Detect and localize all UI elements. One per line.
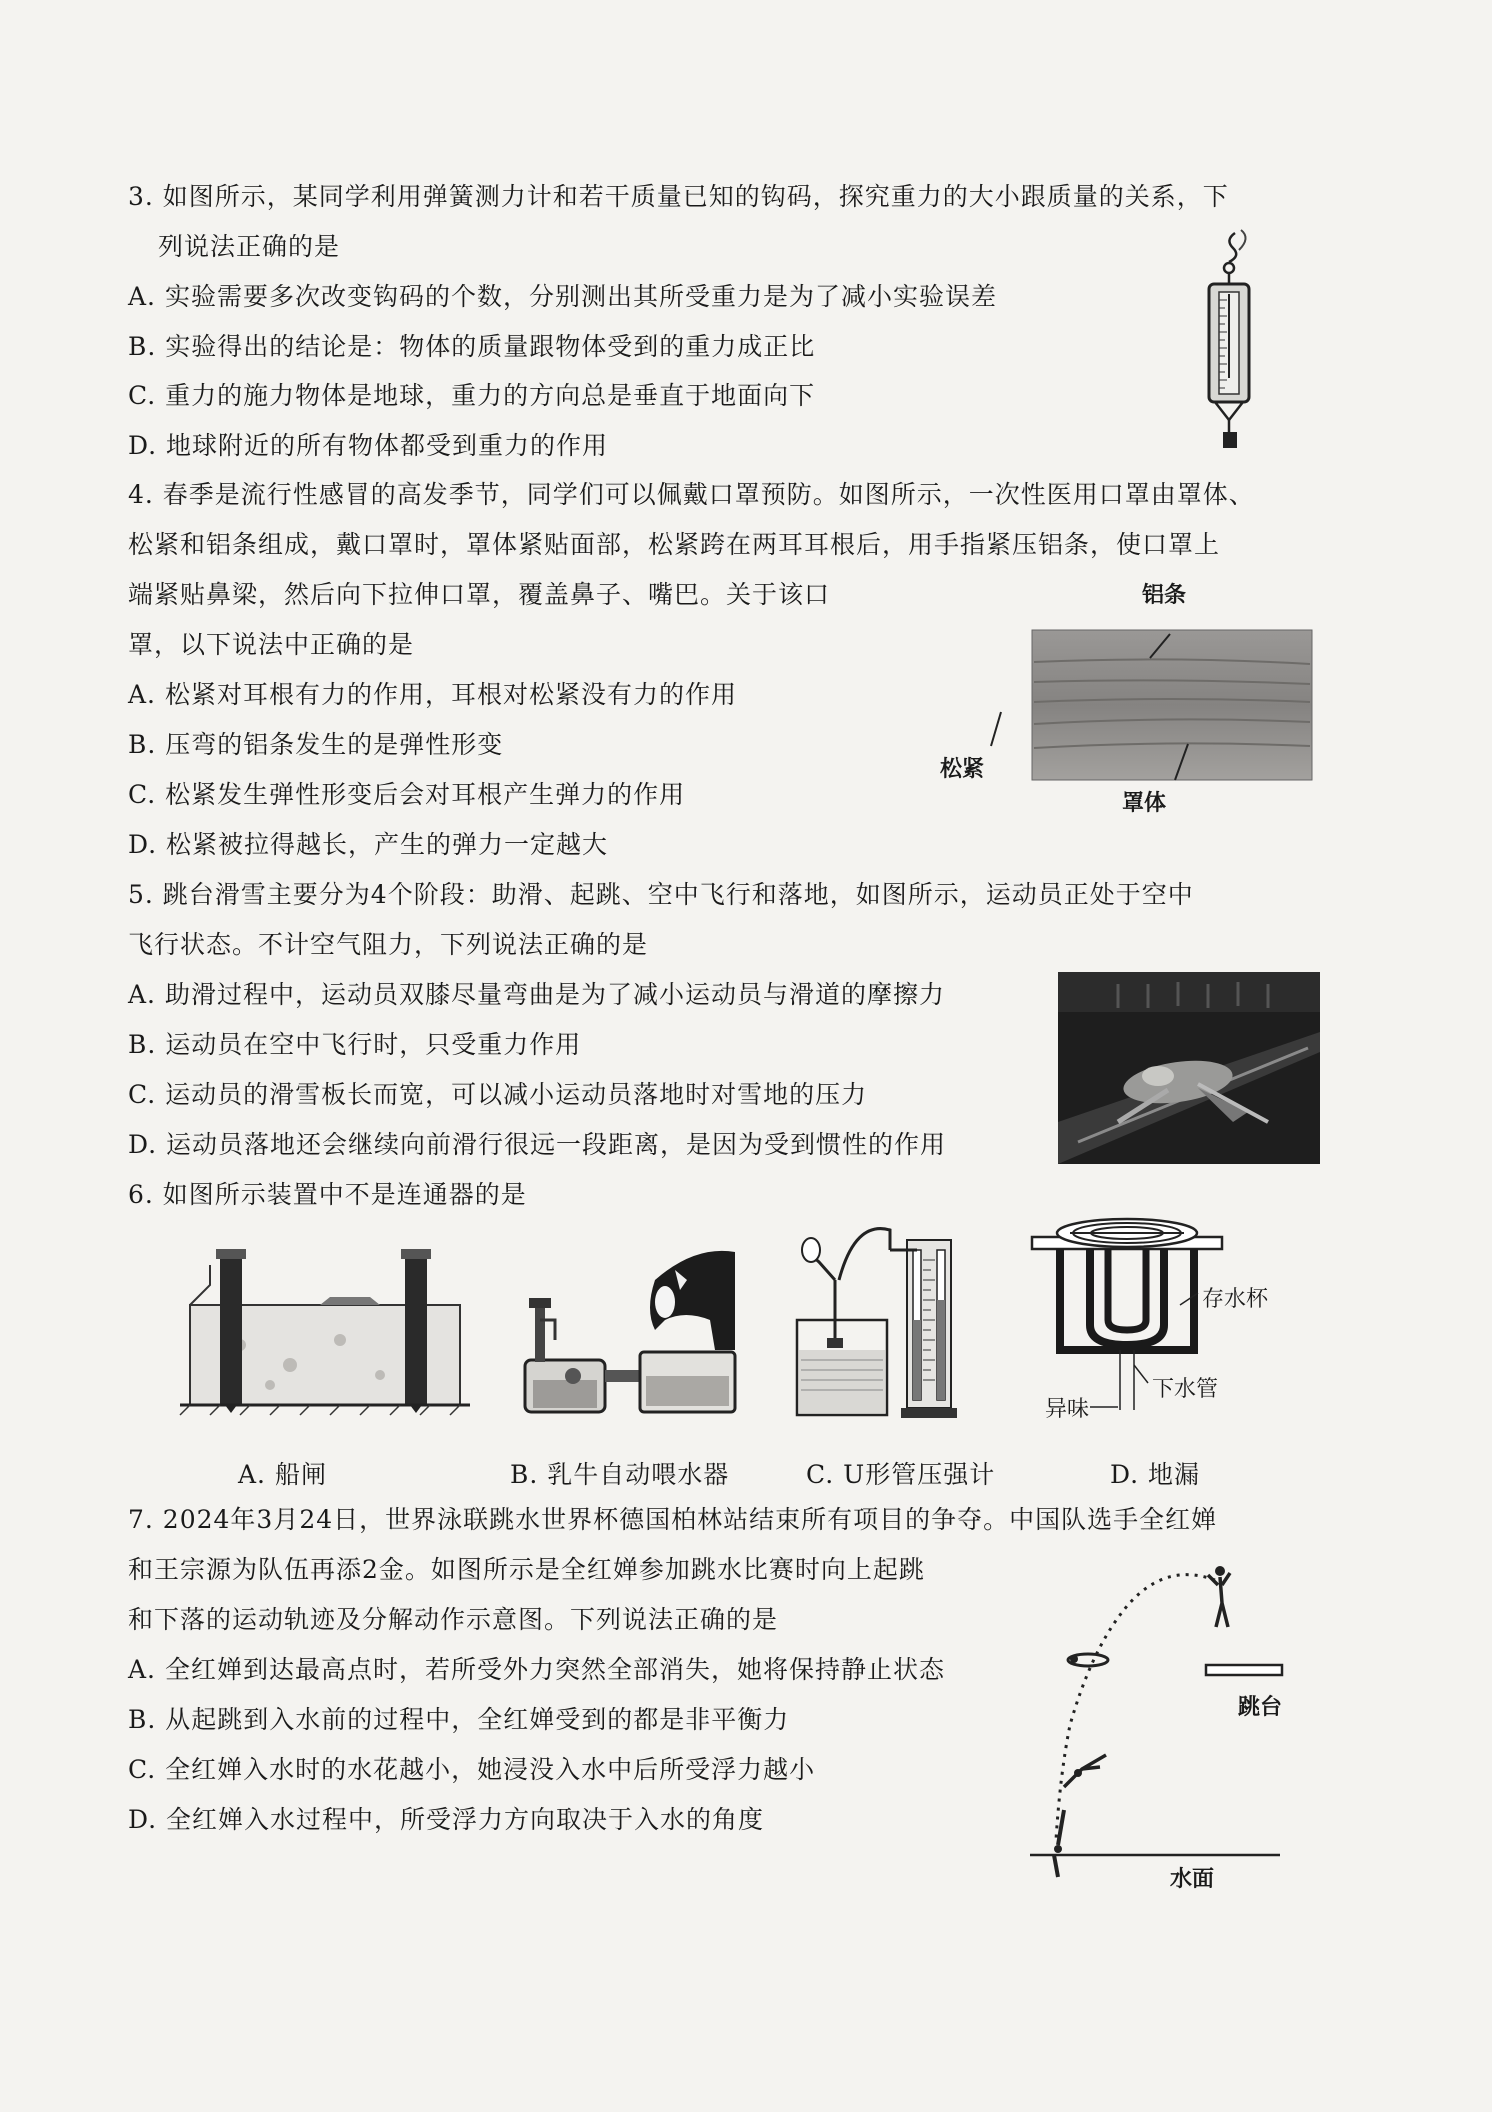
q7-option-a: A. 全红婵到达最高点时，若所受外力突然全部消失，她将保持静止状态	[128, 1655, 945, 1684]
q3-option-a: A. 实验需要多次改变钩码的个数，分别测出其所受重力是为了减小实验误差	[128, 282, 997, 311]
q7-option-d: D. 全红婵入水过程中，所受浮力方向取决于入水的角度	[128, 1805, 765, 1834]
ship-lock-figure	[180, 1245, 470, 1420]
q6-caption-a: A. 船闸	[238, 1460, 327, 1489]
q4-stem-line-2: 松紧和铝条组成，戴口罩时，罩体紧贴面部，松紧跨在两耳耳根后，用手指紧压铝条，使口罩上	[128, 530, 1221, 559]
q6-caption-b: B. 乳牛自动喂水器	[510, 1460, 730, 1489]
q5-option-b: B. 运动员在空中飞行时，只受重力作用	[128, 1030, 582, 1059]
ski-jump-photo	[1058, 972, 1320, 1164]
q5-option-c: C. 运动员的滑雪板长而宽，可以减小运动员落地时对雪地的压力	[128, 1080, 868, 1109]
q3-stem-line-1: 3. 如图所示，某同学利用弹簧测力计和若干质量已知的钩码，探究重力的大小跟质量的关系，下	[128, 182, 1229, 211]
q7-stem-line-3: 和下落的运动轨迹及分解动作示意图。下列说法正确的是	[128, 1605, 779, 1634]
q4-option-b: B. 压弯的铝条发生的是弹性形变	[128, 730, 504, 759]
q7-stem-line-1: 7. 2024年3月24日，世界泳联跳水世界杯德国柏林站结束所有项目的争夺。中国队选手全红婵	[128, 1505, 1218, 1534]
q3-option-b: B. 实验得出的结论是：物体的质量跟物体受到的重力成正比	[128, 332, 816, 361]
drain-label-odor: 异味	[1045, 1397, 1090, 1422]
q4-stem-line-4: 罩，以下说法中正确的是	[128, 630, 415, 659]
q4-stem-line-1: 4. 春季是流行性感冒的高发季节，同学们可以佩戴口罩预防。如图所示，一次性医用口罩由罩体、	[128, 480, 1255, 509]
q5-stem-line-1: 5. 跳台滑雪主要分为4个阶段：助滑、起跳、空中飞行和落地，如图所示，运动员正处于空中	[128, 880, 1194, 909]
q6-caption-d: D. 地漏	[1110, 1460, 1201, 1489]
q7-option-c: C. 全红婵入水时的水花越小，她浸没入水中后所受浮力越小	[128, 1755, 816, 1784]
q3-option-d: D. 地球附近的所有物体都受到重力的作用	[128, 431, 609, 460]
diving-label-platform: 跳台	[1238, 1695, 1283, 1720]
q3-stem-line-2: 列说法正确的是	[158, 232, 341, 261]
diving-label-water: 水面	[1170, 1867, 1215, 1892]
u-tube-manometer-figure	[795, 1210, 975, 1425]
mask-label-aluminum: 铝条	[1142, 583, 1187, 608]
q5-option-d: D. 运动员落地还会继续向前滑行很远一段距离，是因为受到惯性的作用	[128, 1130, 947, 1159]
q7-option-b: B. 从起跳到入水前的过程中，全红婵受到的都是非平衡力	[128, 1705, 790, 1734]
mask-elastic-pointer	[985, 710, 1005, 750]
mask-label-elastic: 松紧	[940, 757, 985, 782]
q3-option-c: C. 重力的施力物体是地球，重力的方向总是垂直于地面向下	[128, 381, 816, 410]
q5-stem-line-2: 飞行状态。不计空气阻力，下列说法正确的是	[128, 930, 649, 959]
mask-figure	[1030, 620, 1320, 805]
mask-label-body: 罩体	[1122, 791, 1167, 816]
drain-label-cup: 存水杯	[1202, 1287, 1269, 1312]
drain-label-pipe: 下水管	[1152, 1377, 1219, 1402]
q5-option-a: A. 助滑过程中，运动员双膝尽量弯曲是为了减小运动员与滑道的摩擦力	[128, 980, 945, 1009]
q4-option-c: C. 松紧发生弹性形变后会对耳根产生弹力的作用	[128, 780, 686, 809]
cow-waterer-figure	[515, 1240, 740, 1420]
spring-scale-figure	[1195, 228, 1265, 458]
q7-stem-line-2: 和王宗源为队伍再添2金。如图所示是全红婵参加跳水比赛时向上起跳	[128, 1555, 925, 1584]
q6-caption-c: C. U形管压强计	[806, 1460, 996, 1489]
q4-stem-line-3: 端紧贴鼻梁，然后向下拉伸口罩，覆盖鼻子、嘴巴。关于该口	[128, 580, 831, 609]
q6-stem: 6. 如图所示装置中不是连通器的是	[128, 1180, 527, 1209]
q4-option-d: D. 松紧被拉得越长，产生的弹力一定越大	[128, 830, 609, 859]
q4-option-a: A. 松紧对耳根有力的作用，耳根对松紧没有力的作用	[128, 680, 737, 709]
